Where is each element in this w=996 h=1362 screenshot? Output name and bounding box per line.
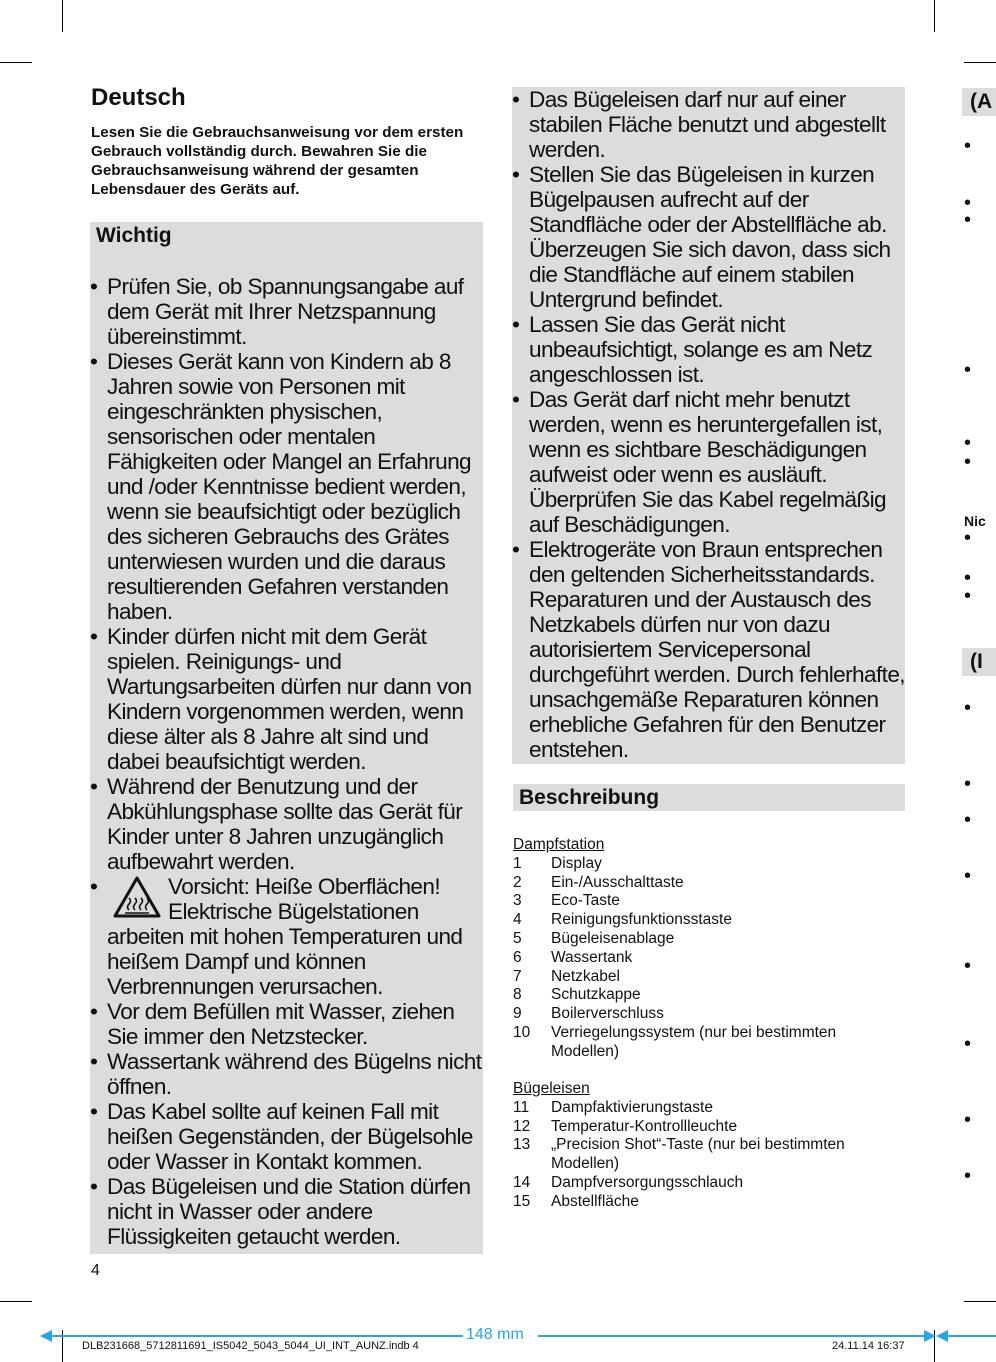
warning-row [107,874,483,924]
warning-line-1: • Vorsicht: Heiße Oberflächen! [168,874,441,899]
footer-date: 24.11.14 16:37 [832,1340,905,1352]
item-text: Temperatur-Kontrollleuchte [551,1117,738,1135]
list-item: • Während der Benutzung und der Abkühlungsphase sollte das Gerät für Kinder unter 8 Jahren unzugänglich aufbewahrt werden. [90,774,483,874]
crop-mark [934,0,935,32]
item-number: 13 [513,1136,531,1154]
item-text: Schutzkappe [551,986,641,1004]
item-text: Bügeleisenablage [551,929,675,947]
important-heading: Wichtig [96,224,172,247]
list-item [513,911,908,930]
description-heading: Beschreibung [513,784,905,811]
item-number: 2 [513,873,522,891]
hot-surface-warning-icon [113,876,161,918]
iron-label: Bügeleisen [513,1080,590,1097]
list-item: • Elektrogeräte von Braun entsprechen den geltenden Sicherheitsstandards. Reparaturen und der Austausch des Netzkabels dürfen nur von dazu autorisiertem Servicepersonal durchgeführt werden. Durch fehlerhafte, unsachgemäße Reparaturen können erhebliche Gefahren für den Benutzer entstehen. [512,537,905,762]
measure-arrow-left-icon [40,1329,64,1343]
crop-mark [62,0,63,32]
item-number: 14 [513,1173,531,1191]
measure-arrow-right-outer-icon [936,1329,996,1343]
iron-parts-list [513,1080,908,1212]
list-item [513,1024,908,1062]
item-text: Netzkabel [551,967,620,985]
page-number: 4 [91,1262,100,1279]
list-item [513,1174,908,1193]
warning-text: arbeiten mit hohen Temperaturen und heißem Dampf und können Verbrennungen verursachen. [107,924,463,999]
list-item [513,968,908,987]
edge-heading-a: (A [970,90,993,113]
list-item [513,1136,908,1174]
item-text: Eco-Taste [551,892,620,910]
item-text: Abstellfläche [551,1192,639,1210]
list-item-warning [90,874,483,999]
list-item [513,986,908,1005]
item-number: 3 [513,892,522,910]
item-text: Dampfversorgungsschlauch [551,1173,744,1191]
item-text: Verriegelungssystem (nur bei bestimmten Modellen) [551,1023,837,1060]
list-item: • Das Bügeleisen darf nur auf einer stabilen Fläche benutzt und abgestellt werden. [512,87,905,162]
item-number: 4 [513,911,522,929]
list-item: • Wassertank während des Bügelns nicht öffnen. [90,1049,483,1099]
list-item: • Stellen Sie das Bügeleisen in kurzen Bügelpausen aufrecht auf der Standfläche oder der Abstellfläche ab. Überzeugen Sie sich davon, dass sich die Standfläche auf einem stabilen Untergrund befindet. [512,162,905,312]
item-text: Wassertank [551,948,633,966]
edge-text-nic: Nic [964,513,986,529]
item-text: Reinigungsfunktionsstaste [551,911,732,929]
important-list [90,274,483,1249]
crop-mark [0,1301,32,1302]
list-item: • Das Kabel sollte auf keinen Fall mit heißen Gegenständen, der Bügelsohle oder Wasser in Kontakt kommen. [90,1099,483,1174]
item-number: 7 [513,967,522,985]
item-text: „Precision Shot“-Taste (nur bei bestimmten Modellen) [551,1136,845,1173]
list-item [513,892,908,911]
list-item: • Das Bügeleisen und die Station dürfen nicht in Wasser oder andere Flüssigkeiten getaucht werden. [90,1174,483,1249]
list-item [513,930,908,949]
item-number: 8 [513,986,522,1004]
measure-arrow-right-icon [922,1329,936,1343]
warning-line-2: Elektrische Bügelstationen [168,899,419,924]
item-text: Display [551,854,602,872]
important-box [90,222,483,1254]
item-number: 11 [513,1098,530,1116]
item-text: Dampfaktivierungstaste [551,1098,713,1116]
list-item [513,1118,908,1137]
edge-heading-b: (I [970,650,983,673]
item-text: Ein-/Ausschalttaste [551,873,684,891]
crop-mark [0,62,32,63]
warning-heading [168,874,440,924]
list-item: • Dieses Gerät kann von Kindern ab 8 Jahren sowie von Personen mit eingeschränkten physischen, sensorischen oder mentalen Fähigkeiten oder Mangel an Erfahrung und /oder Kenntnisse bedient werden, wenn sie beaufsichtigt oder bezüglich des sicheren Gebrauchs des Grätes unterwiesen wurden und die daraus resultierenden Gefahren verstanden haben. [90,349,483,624]
item-text: Boilerverschluss [551,1005,664,1023]
list-item [513,855,908,874]
list-item [513,949,908,968]
list-item [513,1193,908,1212]
item-number: 6 [513,948,522,966]
list-item: • Lassen Sie das Gerät nicht unbeaufsichtigt, solange es am Netz angeschlossen ist. [512,312,905,387]
important-list-continued [512,87,905,762]
page-title: Deutsch [91,84,186,111]
list-item [513,874,908,893]
list-item: • Kinder dürfen nicht mit dem Gerät spielen. Reinigungs- und Wartungsarbeiten dürfen nur dann von Kindern vorgenommen werden, wenn diese älter als 8 Jahre alt sind und dabei beaufsichtigt werden. [90,624,483,774]
crop-mark [964,62,996,63]
list-item [513,1099,908,1118]
list-item: • Prüfen Sie, ob Spannungsangabe auf dem Gerät mit Ihrer Netzspannung übereinstimmt. [90,274,483,349]
station-parts-list [513,836,908,1062]
measure-line [538,1335,934,1337]
item-number: 1 [513,854,522,872]
list-item: • Das Gerät darf nicht mehr benutzt werden, wenn es heruntergefallen ist, wenn es sichtbare Beschädigungen aufweist oder wenn es ausläuft. Überprüfen Sie das Kabel regelmäßig auf Beschädigungen. [512,387,905,537]
item-number: 12 [513,1117,531,1135]
station-label: Dampfstation [513,836,605,853]
measure-label: 148 mm [463,1326,527,1344]
footer-filename: DLB231668_5712811691_IS5042_5043_5044_UI_INT_AUNZ.indb 4 [82,1340,419,1352]
item-number: 5 [513,929,522,947]
item-number: 15 [513,1192,531,1210]
important-box-continued [512,87,905,764]
measure-line [63,1335,463,1337]
item-number: 10 [513,1023,531,1041]
intro-text: Lesen Sie die Gebrauchsanweisung vor dem ersten Gebrauch vollständig durch. Bewahren Sie die Gebrauchsanweisung während der gesamten Lebensdauer des Geräts auf. [91,124,464,198]
list-item [513,1005,908,1024]
list-item: • Vor dem Befüllen mit Wasser, ziehen Sie immer den Netzstecker. [90,999,483,1049]
item-number: 9 [513,1005,522,1023]
next-page-edge: (A Nic (I • • • • • • • • • • • • • • • • • [962,88,996,1288]
crop-mark [964,1301,996,1302]
